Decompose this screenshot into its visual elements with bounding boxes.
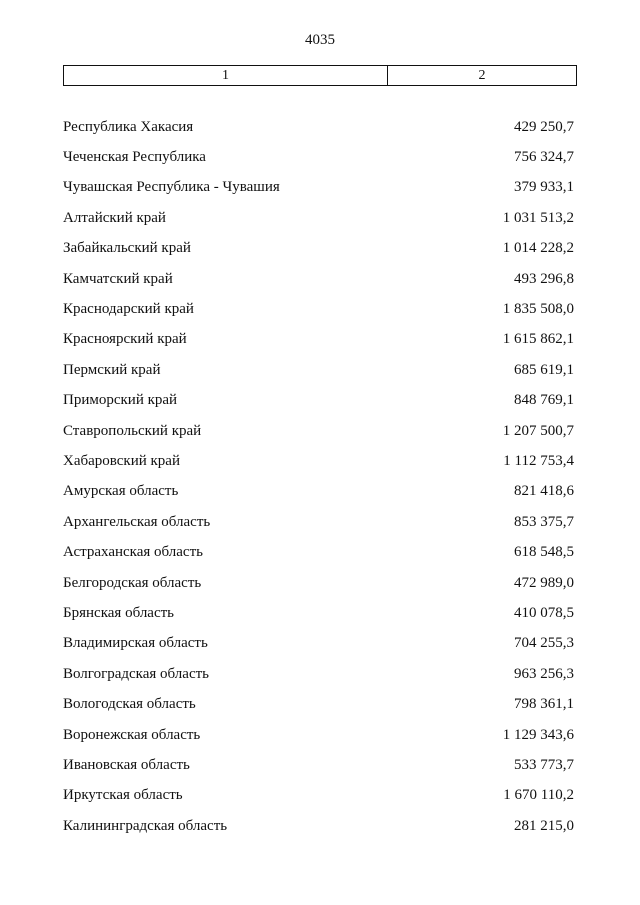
region-value: 281 215,0 [514,817,574,834]
region-value: 1 112 753,4 [503,452,574,469]
region-name: Брянская область [63,604,175,621]
table-row [63,811,574,841]
region-name: Приморский край [63,392,178,409]
region-name: Белгородская область [63,574,202,591]
region-name: Архангельская область [63,513,211,530]
region-value: 963 256,3 [514,665,574,682]
region-value: 1 129 343,6 [502,726,574,743]
region-value: 472 989,0 [514,574,574,591]
region-name: Ставропольский край [63,422,202,439]
table-row [63,477,574,507]
table-row [63,629,574,659]
region-name: Республика Хакасия [63,118,194,135]
region-name: Забайкальский край [63,240,191,257]
region-name: Воронежская область [63,726,201,743]
table-row [63,568,574,598]
region-name: Пермский край [63,361,161,378]
table-row [63,386,574,416]
region-name: Чеченская Республика [63,149,206,166]
region-value: 429 250,7 [514,118,574,135]
region-name: Амурская область [63,483,179,500]
table-row [63,294,574,324]
region-name: Ивановская область [63,756,190,773]
table-row [63,142,574,172]
region-value: 821 418,6 [514,483,574,500]
region-value: 756 324,7 [514,149,574,166]
region-value: 1 207 500,7 [502,422,574,439]
region-value: 1 670 110,2 [503,787,574,804]
region-name: Иркутская область [63,787,183,804]
table-row [63,689,574,719]
region-name: Владимирская область [63,635,208,652]
region-value: 1 014 228,2 [502,240,574,257]
table-row [63,750,574,780]
region-name: Калининградская область [63,817,228,834]
region-name: Камчатский край [63,270,173,287]
region-name: Хабаровский край [63,452,180,469]
region-name: Краснодарский край [63,301,194,318]
column-header-row [63,65,577,86]
table-row [63,325,574,355]
table-row [63,355,574,385]
region-value: 1 615 862,1 [502,331,574,348]
table-row [63,446,574,476]
region-value: 848 769,1 [514,392,574,409]
table-row [63,173,574,203]
region-value: 1 835 508,0 [502,301,574,318]
page-number: 4035 [305,32,335,48]
table-row [63,659,574,689]
table-row [63,598,574,628]
region-value: 798 361,1 [514,696,574,713]
region-value: 704 255,3 [514,635,574,652]
column-header-1: 1 [64,66,388,85]
region-name: Волгоградская область [63,665,209,682]
region-value: 685 619,1 [514,361,574,378]
region-name: Чувашская Республика - Чувашия [63,179,280,196]
region-name: Вологодская область [63,696,196,713]
table-row [63,537,574,567]
region-value: 410 078,5 [514,604,574,621]
region-name: Астраханская область [63,544,203,561]
table-row [63,416,574,446]
table-row [63,203,574,233]
region-name: Красноярский край [63,331,187,348]
table-row [63,507,574,537]
column-header-2: 2 [478,67,486,83]
table-row [63,720,574,750]
region-table [63,112,574,841]
table-row [63,234,574,264]
table-row [63,781,574,811]
region-value: 533 773,7 [514,756,574,773]
region-value: 1 031 513,2 [502,209,574,226]
table-row [63,112,574,142]
table-row [63,264,574,294]
region-value: 379 933,1 [514,179,574,196]
region-name: Алтайский край [63,209,166,226]
region-value: 618 548,5 [514,544,574,561]
region-value: 853 375,7 [514,513,574,530]
region-value: 493 296,8 [514,270,574,287]
